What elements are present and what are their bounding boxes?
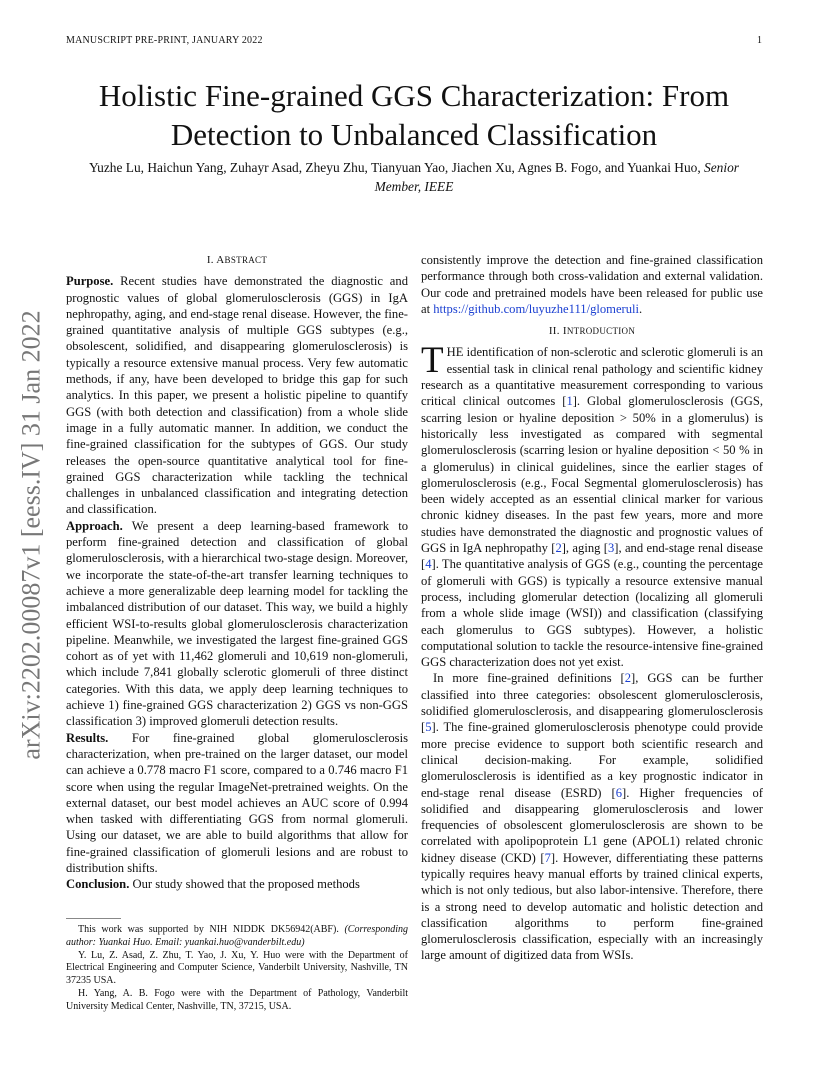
abstract-conclusion: [66, 876, 408, 892]
abstract-continuation: [421, 252, 763, 317]
continuation-end: .: [639, 301, 643, 316]
abstract-approach: [66, 518, 408, 730]
citation-5[interactable]: 5: [425, 720, 432, 735]
author-names: Yuzhe Lu, Haichun Yang, Zuhayr Asad, Zheyu Zhu, Tianyuan Yao, Jiachen Xu, Agnes B. Fogo, and Yuankai Huo,: [88, 160, 701, 175]
citation-4[interactable]: 4: [425, 557, 432, 572]
page-number: 1: [757, 35, 762, 46]
intro-p2-text-c: ]. The fine-grained glomerulosclerosis phenotype could provide more precise evidence to support both scientific research and clinical decision-making. For example, solidified glomerulosclerosis is identified as a key prognostic indicator in end-stage renal disease (ESRD) [: [421, 720, 763, 800]
abstract-purpose: [66, 273, 408, 517]
dropcap-letter: T: [421, 340, 444, 382]
footnotes: [66, 924, 408, 1014]
footnote-corresponding: (Corresponding author: Yuankai Huo. Email: yuankai.huo@vanderbilt.edu): [66, 924, 408, 948]
intro-p2-text-e: ]. However, differentiating these patterns typically requires heavy manual efforts by trained clinical experts, which is not only tedious, but also labor-intensive. Therefore, there is a strong need to develop automatic and holistic detection and classification algorithms to perform fine-grained glomerulosclerosis classification, especially with an increasingly large amount of digitized data from WSIs.: [421, 850, 763, 963]
purpose-label: Purpose.: [66, 274, 114, 289]
purpose-text: Recent studies have demonstrated the diagnostic and prognostic values of global glomerulosclerosis (GGS) in IgA nephropathy, aging, and end-stage renal disease. However, the fine-grained quantitative analysis of multiple GGS subtypes (e.g., obsolescent, solidified, and disappearing glomerulosclerosis) is typically a resource extensive manual process. Very few automatic methods, if any, have been developed to bridge this gap for such analytics. In this paper, we present a holistic pipeline to quantify GGS (with both detection and classification) from a whole slide image in a fully automatic manner. In addition, we conduct the fine-grained classification for the subtypes of GGS. Our study releases the open-source quantitative analytical tool for fine-grained GGS characterization while tackling the technical challenges in unbalanced classification and integrating detection and classification.: [66, 274, 408, 517]
citation-2b[interactable]: 2: [624, 671, 632, 686]
citation-2[interactable]: 2: [555, 541, 562, 556]
intro-p2-text-b: ], GGS can be further classified into three categories: obsolescent glomerulosclerosis, solidified glomerulosclerosis, and disappearing glomerulosclerosis [: [421, 671, 763, 735]
code-link[interactable]: https://github.com/luyuzhe111/glomeruli: [433, 301, 640, 316]
citation-1[interactable]: 1: [566, 394, 573, 409]
running-header: MANUSCRIPT PRE-PRINT, JANUARY 2022: [66, 35, 263, 46]
footnote-divider: [66, 918, 121, 919]
continuation-text: consistently improve the detection and fine-grained classification performance through both cross-validation and external validation. Our code and pretrained models have been released for public use at: [421, 253, 763, 316]
intro-paragraph-1: [421, 340, 763, 670]
abstract-heading: I. ABSTRACT: [206, 254, 268, 266]
right-column: [421, 252, 763, 964]
intro-p1-text-d: ], and end-stage renal disease [: [421, 541, 763, 572]
arxiv-stamp-text: arXiv:2202.00087v1 [eess.IV] 31 Jan 2022: [17, 310, 46, 760]
paper-title: Holistic Fine-grained GGS Characterization: From Detection to Unbalanced Classification: [98, 78, 730, 152]
intro-p1-text-c: ], aging [: [561, 541, 608, 556]
abstract-results: [66, 730, 408, 877]
conclusion-label: Conclusion.: [66, 877, 130, 892]
intro-paragraph-2: [421, 670, 763, 963]
citation-7[interactable]: 7: [544, 850, 551, 865]
footnote-funding-text: This work was supported by NIH NIDDK DK56942(ABF).: [78, 924, 339, 935]
results-text: For fine-grained global glomerulosclerosis characterization, when pre-trained on the larger dataset, our model can achieve a 0.778 macro F1 score, compared to a 0.746 macro F1 score when using the regular ImageNet-pretrained weights. On the external dataset, our best model achieves an AUC score of 0.994 when tasked with differentiating GGS from normal glomeruli. Using our dataset, we are able to build algorithms that allow for fine-grained classification of glomeruli lesions and are robust to distribution shifts.: [66, 730, 408, 875]
arxiv-stamp: [6, 290, 58, 780]
approach-text: We present a deep learning-based framework to perform fine-grained detection and classification of global glomerulosclerosis, with a hierarchical two-stage design. Moreover, we incorporate the state-of-the-art transfer learning techniques to achieve a more generalizable deep learning model for tackling the imbalanced distribution of our dataset. This way, we build a highly efficient WSI-to-results global glomerulosclerosis characterization pipeline. Meanwhile, we investigated the largest fine-grained GGS cohort as of yet with 11,462 glomeruli and 10,619 non-glomeruli, which include 7,841 globally sclerotic glomeruli of three distinct categories. With this data, we apply deep learning techniques to achieve 1) fine-grained GGS characterization 2) GGS vs non-GGS classification 3) improved glomeruli detection results.: [66, 518, 408, 729]
author-list: [70, 158, 758, 196]
citation-6[interactable]: 6: [615, 785, 623, 800]
results-label: Results.: [66, 730, 109, 745]
left-column: [66, 252, 408, 893]
citation-3[interactable]: 3: [607, 541, 615, 556]
intro-p1-text-b: ]. Global glomerulosclerosis (GGS, scarring lesion or hyaline deposition > 50% in a glomerulus) is historically less investigated as compared with segmental glomerulosclerosis (scarring lesion or hyaline deposition < 50 % in a glomerulus) in clinical guidelines, since the earlier stages of glomerulosclerosis (e.g., Focal Segmental glomerulosclerosis) has been widely accepted as an essential clinical marker for various chronic kidney diseases. In the past few years, more and more studies have demonstrated the diagnostic and prognostic values of GGS in IgA nephropathy [: [421, 394, 763, 556]
author-membership: Senior Member, IEEE: [374, 160, 740, 194]
introduction-heading: II. INTRODUCTION: [548, 325, 636, 338]
intro-p1-text-a: HE identification of non-sclerotic and sclerotic glomeruli is an essential task in clinical renal pathology and scientific kidney research as a quantitative measurement corresponding to various critical clinical outcomes [: [421, 345, 763, 409]
conclusion-text: Our study showed that the proposed methods: [132, 877, 360, 892]
intro-p2-text-a: In more fine-grained definitions [: [433, 671, 625, 686]
intro-p1-text-e: ]. The quantitative analysis of GGS (e.g., counting the percentage of glomeruli with GGS) is typically a resource extensive manual process, including glomerular detection (localizing all glomeruli from a whole slide image (WSI)) and classification (classifying each glomerulus to GGS subtypes). However, a holistic computational solution to tackle the resource-intensive fine-grained GGS characterization does not yet exist.: [421, 557, 763, 670]
approach-label: Approach.: [66, 518, 123, 533]
footnote-affiliation-eecs: Y. Lu, Z. Asad, Z. Zhu, T. Yao, J. Xu, Y. Huo were with the Department of Electrical Engineering and Computer Science, Vanderbilt University, Nashville, TN 37235 USA.: [66, 949, 408, 987]
footnote-funding: [66, 924, 408, 950]
footnote-affiliation-pathology: H. Yang, A. B. Fogo were with the Department of Pathology, Vanderbilt University Medical Center, Nashville, TN, 37215, USA.: [66, 987, 408, 1012]
intro-p2-text-d: ]. Higher frequencies of solidified and disappearing glomerulosclerosis and lower frequencies of obsolescent glomerulosclerosis are shown to be correlated with apolipoprotein L1 gene (APOL1) related chronic kidney disease (CKD) [: [421, 785, 763, 865]
